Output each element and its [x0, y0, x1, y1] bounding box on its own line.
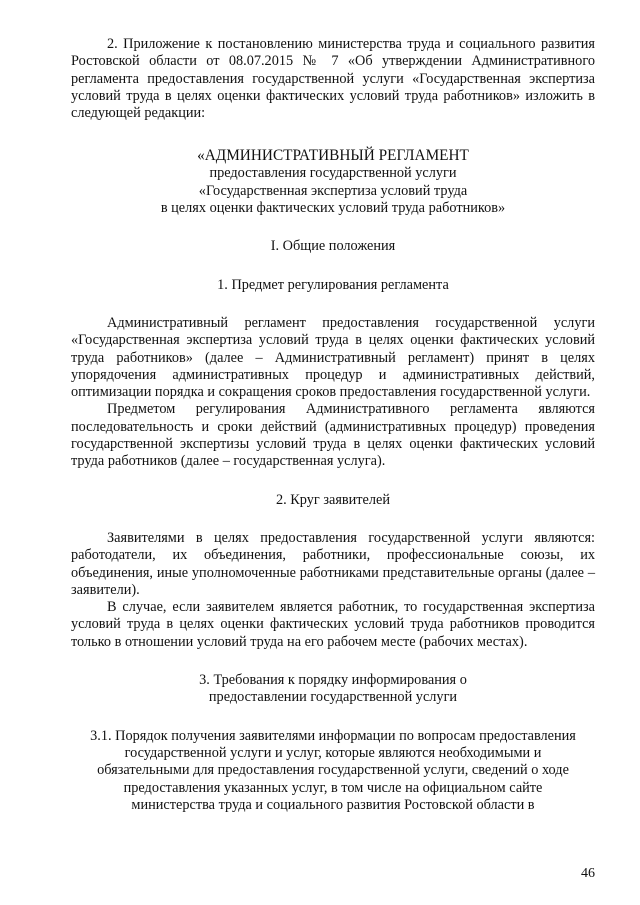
paragraph-line: государственной услуги и услуг, которые являются необходимыми и	[124, 744, 542, 761]
regulation-subtitle-line: предоставления государственной услуги	[209, 165, 457, 182]
intro-paragraph: 2. Приложение к постановлению министерства труда и социального развития Ростовской области от 08.07.2015 № 7 «Об утверждении Административного регламента предоставления государственной услуги «Государственная экспертиза условий труда в целях оценки фактических условий труда работников» изложить в следующей редакции:	[71, 36, 595, 122]
document-body	[71, 36, 595, 814]
page-number: 46	[581, 866, 595, 881]
regulation-title-block	[71, 147, 595, 217]
regulation-subtitle-line: «Государственная экспертиза условий труда	[198, 182, 468, 199]
regulation-title: «АДМИНИСТРАТИВНЫЙ РЕГЛАМЕНТ	[197, 147, 469, 165]
paragraph-line: предоставления указанных услуг, в том числе на официальном сайте	[123, 779, 543, 796]
subsection-heading-1: 1. Предмет регулирования регламента	[217, 276, 449, 293]
subsection-3-paragraph	[71, 728, 595, 814]
body-paragraph: Предметом регулирования Административного регламента являются последовательность и сроки действий (административных процедур) проведения государственной экспертизы условий труда в целях оценки фактических условий труда работников (далее – государственная услуга).	[71, 401, 595, 470]
paragraph-line: обязательными для предоставления государственной услуги, сведений о ходе	[97, 762, 569, 779]
body-paragraph: Заявителями в целях предоставления государственной услуги являются: работодатели, их объединения, работники, профессиональные союзы, их объединения, иные уполномоченные работниками представительные органы (далее – заявители).	[71, 529, 595, 598]
subsection-heading-line: 3. Требования к порядку информирования о	[199, 672, 467, 689]
subsection-heading-2: 2. Круг заявителей	[275, 491, 391, 508]
paragraph-line: 3.1. Порядок получения заявителями информации по вопросам предоставления	[90, 727, 576, 744]
paragraph-line: министерства труда и социального развития Ростовской области в	[131, 796, 535, 813]
regulation-subtitle-line: в целях оценки фактических условий труда работников»	[160, 200, 506, 217]
section-heading-general: I. Общие положения	[270, 238, 396, 255]
body-paragraph: Административный регламент предоставления государственной услуги «Государственная экспертиза условий труда в целях оценки фактических условий труда работников» (далее – Административный регламент) принят в целях упорядочения административных процедур и административных действий, оптимизации порядка и сокращения сроков предоставления государственной услуги.	[71, 314, 595, 401]
subsection-heading-3	[71, 672, 595, 707]
body-paragraph: В случае, если заявителем является работник, то государственная экспертиза условий труда в целях оценки фактических условий труда работников проводится только в отношении условий труда на его рабочем месте (рабочих местах).	[71, 599, 595, 650]
subsection-heading-line: предоставлении государственной услуги	[208, 689, 458, 706]
